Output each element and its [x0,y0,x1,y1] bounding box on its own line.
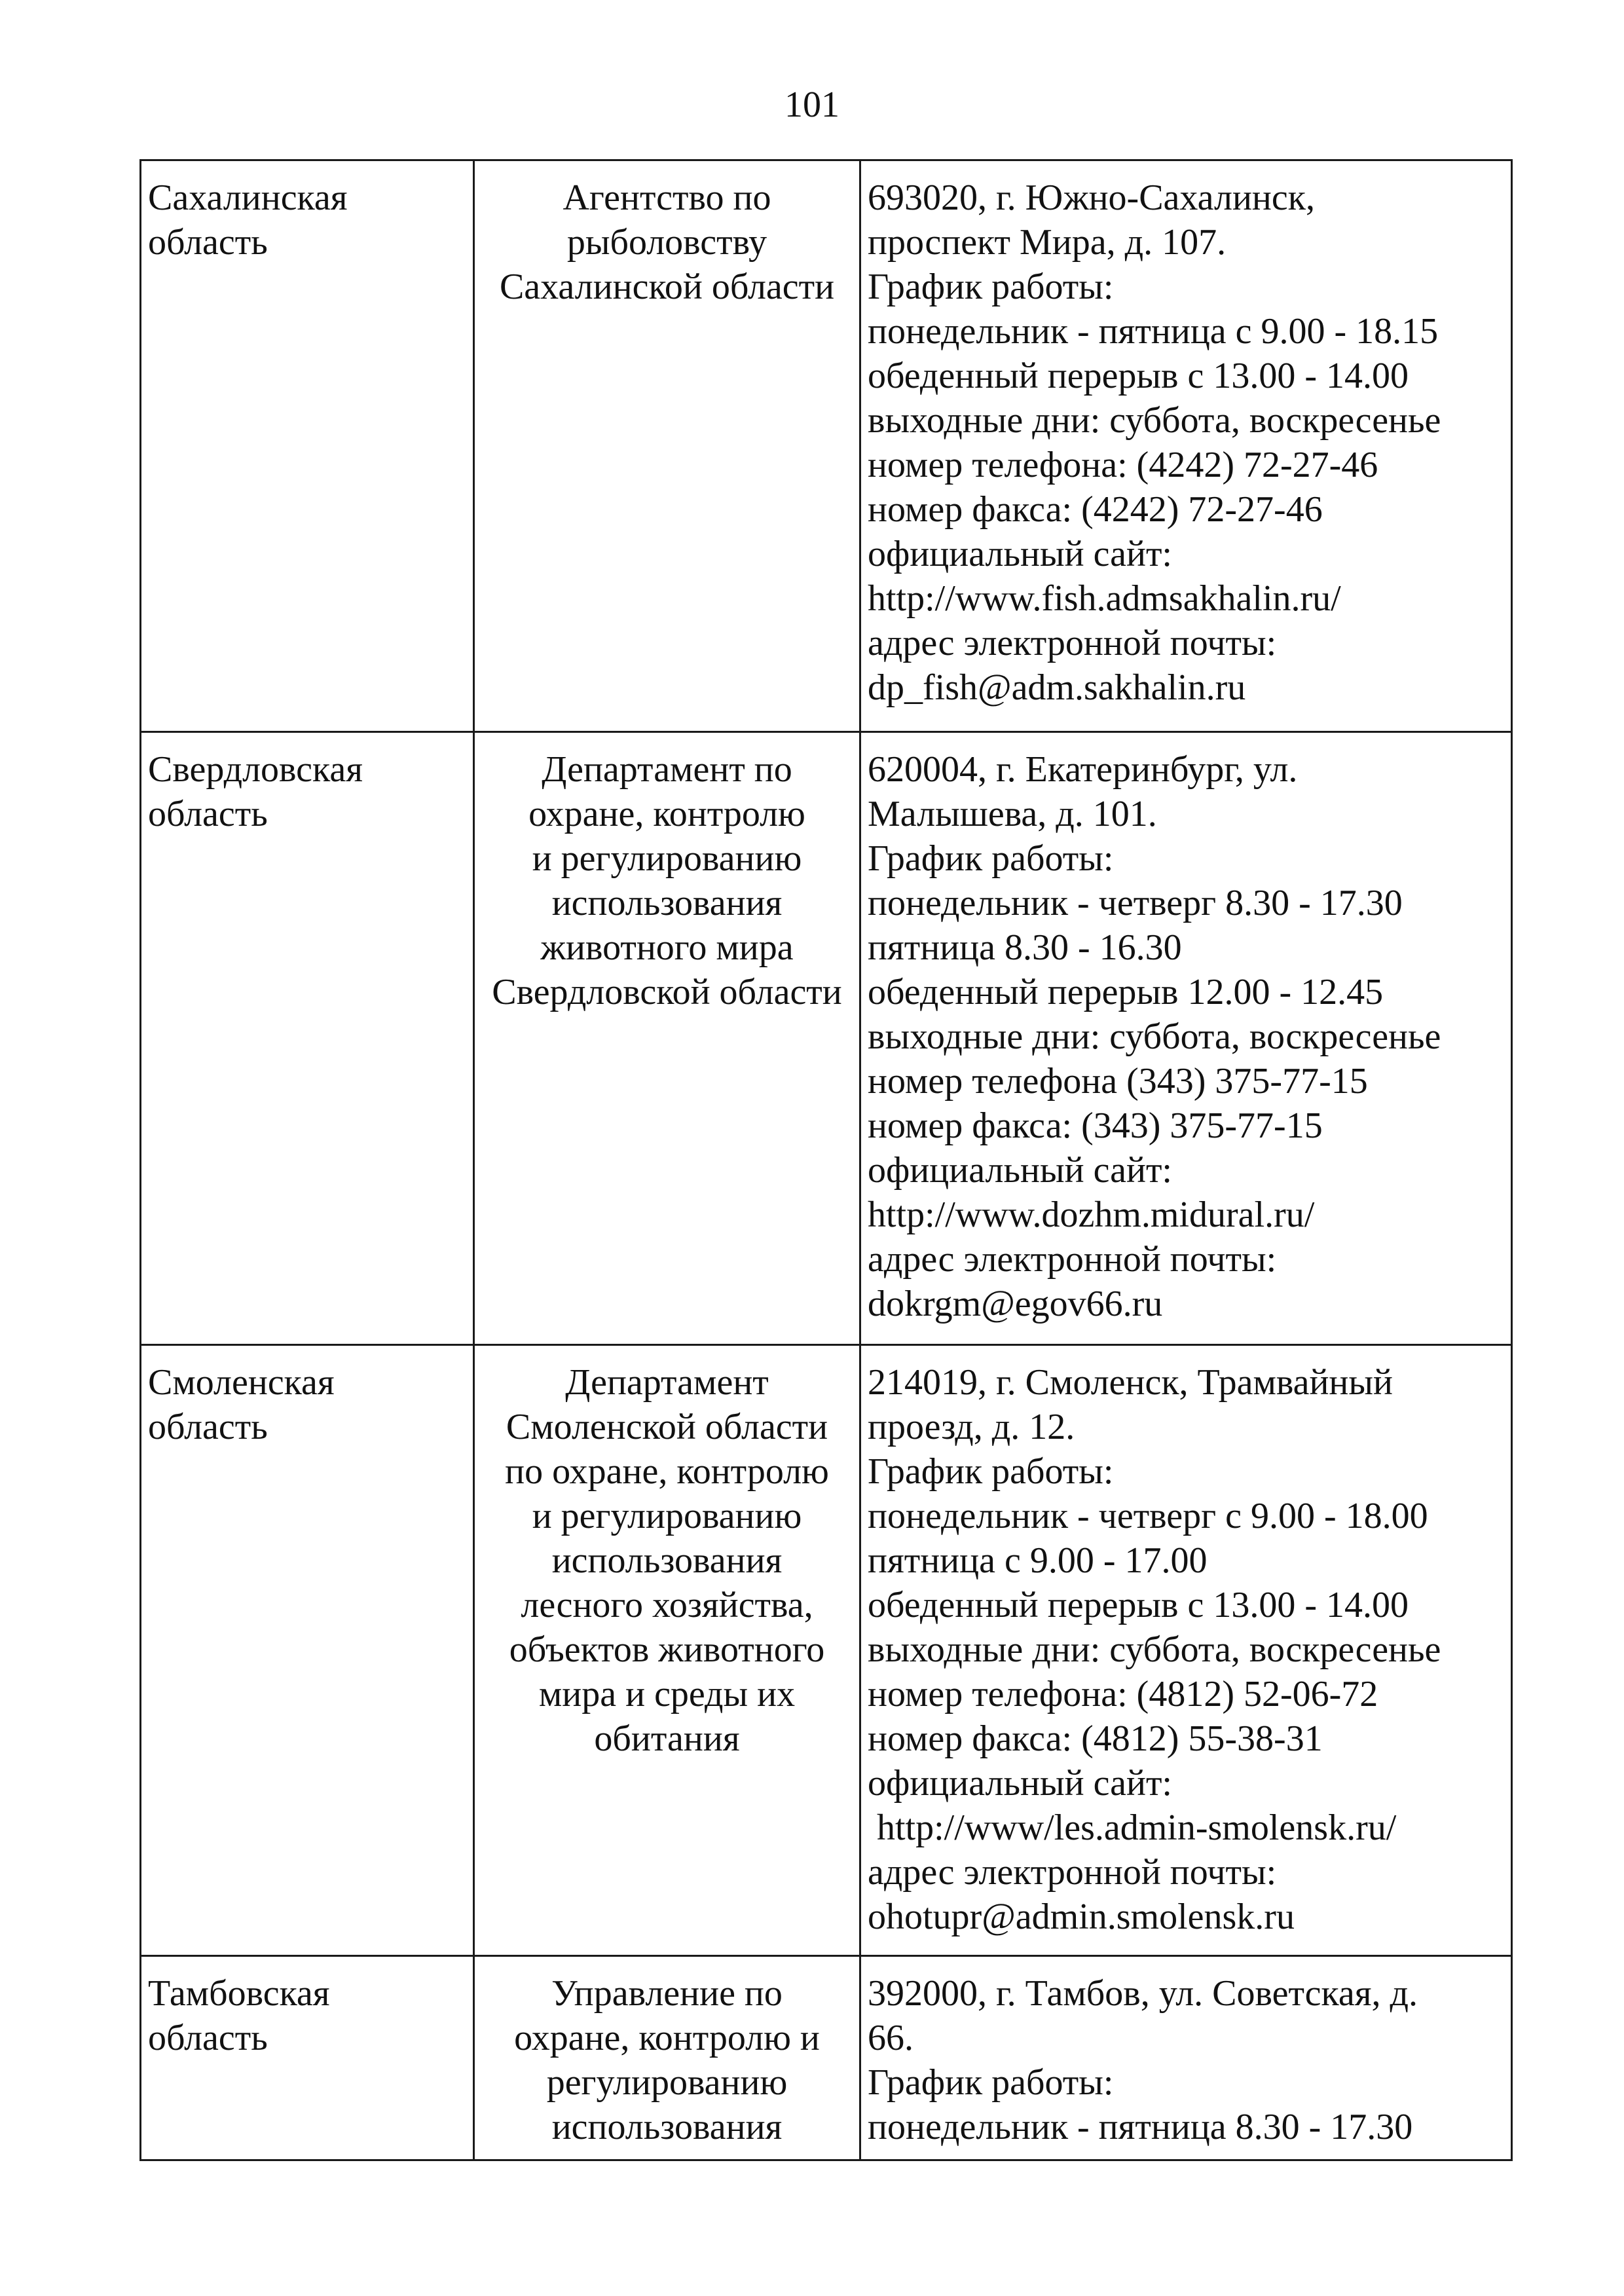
schedule-line: понедельник - пятница с 9.00 - 18.15 [868,311,1439,352]
contact-details-cell [860,160,1512,732]
region-name: область [148,222,268,263]
website-label: официальный сайт: [868,1150,1172,1191]
agency-registry-table [139,159,1513,2161]
region-cell [141,1345,474,1956]
schedule-label: График работы: [868,2062,1114,2103]
address-line: 214019, г. Смоленск, Трамвайный [868,1362,1393,1403]
schedule-line: понедельник - четверг 8.30 - 17.30 [868,883,1403,923]
address-line: 392000, г. Тамбов, ул. Советская, д. [868,1973,1418,2014]
agency-name: объектов животного [509,1629,825,1670]
schedule-line: пятница 8.30 - 16.30 [868,927,1182,968]
schedule-line: понедельник - четверг с 9.00 - 18.00 [868,1496,1428,1536]
region-name: область [148,794,268,834]
schedule-line: понедельник - пятница 8.30 - 17.30 [868,2107,1413,2147]
agency-name: Департамент по [542,749,792,790]
lunch-break-line: обеденный перерыв с 13.00 - 14.00 [868,356,1409,396]
agency-name: по охране, контролю [505,1451,829,1492]
agency-name: Сахалинской области [499,267,835,307]
contact-details-cell [860,1345,1512,1956]
page-number: 101 [784,84,840,125]
address-line: 66. [868,2018,913,2058]
table-row-smolensk [141,1345,1512,1956]
lunch-break-line: обеденный перерыв 12.00 - 12.45 [868,972,1384,1012]
fax-line: номер факса: (4812) 55-38-31 [868,1718,1323,1759]
agency-name: использования [551,2107,783,2147]
phone-line: номер телефона (343) 375-77-15 [868,1061,1368,1102]
agency-name: Смоленской области [506,1407,828,1447]
email-address: dp_fish@adm.sakhalin.ru [868,667,1246,708]
website-url: http://www/les.admin-smolensk.ru/ [868,1807,1397,1848]
agency-name: Департамент [565,1362,769,1403]
address-line: Малышева, д. 101. [868,794,1157,834]
agency-name: использования [551,883,783,923]
agency-name: и регулированию [532,838,802,879]
agency-name: рыболовству [566,222,767,263]
agency-name: использования [551,1540,783,1581]
schedule-line: пятница с 9.00 - 17.00 [868,1540,1208,1581]
fax-line: номер факса: (4242) 72-27-46 [868,489,1323,530]
agency-name: Свердловской области [492,972,842,1012]
agency-cell [474,160,860,732]
agency-name: животного мира [540,927,794,968]
region-name: Тамбовская [148,1973,330,2014]
address-line: проезд, д. 12. [868,1407,1075,1447]
region-name: Сахалинская [148,177,348,218]
region-cell [141,1956,474,2160]
website-label: официальный сайт: [868,1763,1172,1804]
days-off-line: выходные дни: суббота, воскресенье [868,1629,1441,1670]
days-off-line: выходные дни: суббота, воскресенье [868,1016,1441,1057]
email-label: адрес электронной почты: [868,1852,1277,1893]
email-label: адрес электронной почты: [868,623,1277,663]
agency-name: мира и среды их [538,1674,796,1714]
fax-line: номер факса: (343) 375-77-15 [868,1105,1323,1146]
email-label: адрес электронной почты: [868,1239,1277,1280]
region-name: Смоленская [148,1362,335,1403]
website-label: официальный сайт: [868,534,1172,574]
address-line: 620004, г. Екатеринбург, ул. [868,749,1298,790]
region-name: область [148,2018,268,2058]
schedule-label: График работы: [868,267,1114,307]
agency-name: регулированию [546,2062,788,2103]
agency-name: Агентство по [563,177,771,218]
region-name: область [148,1407,268,1447]
schedule-label: График работы: [868,1451,1114,1492]
agency-name: охране, контролю и [514,2018,820,2058]
website-url: http://www.fish.admsakhalin.ru/ [868,578,1341,619]
website-url: http://www.dozhm.midural.ru/ [868,1194,1315,1235]
table-row-tambov [141,1956,1512,2160]
agency-name: Управление по [551,1973,783,2014]
address-line: 693020, г. Южно-Сахалинск, [868,177,1315,218]
email-address: dokrgm@egov66.ru [868,1284,1163,1324]
contact-details-cell [860,732,1512,1345]
region-cell [141,160,474,732]
agency-name: обитания [594,1718,740,1759]
agency-cell [474,1956,860,2160]
agency-name: лесного хозяйства, [521,1585,813,1625]
days-off-line: выходные дни: суббота, воскресенье [868,400,1441,441]
email-address: ohotupr@admin.smolensk.ru [868,1897,1295,1937]
agency-name: и регулированию [532,1496,802,1536]
table-row-sverdlovsk [141,732,1512,1345]
agency-name: охране, контролю [528,794,805,834]
phone-line: номер телефона: (4812) 52-06-72 [868,1674,1378,1714]
region-name: Свердловская [148,749,363,790]
schedule-label: График работы: [868,838,1114,879]
phone-line: номер телефона: (4242) 72-27-46 [868,445,1378,485]
lunch-break-line: обеденный перерыв с 13.00 - 14.00 [868,1585,1409,1625]
contact-details-cell [860,1956,1512,2160]
agency-cell [474,732,860,1345]
address-line: проспект Мира, д. 107. [868,222,1227,263]
region-cell [141,732,474,1345]
table-row-sakhalin [141,160,1512,732]
agency-cell [474,1345,860,1956]
